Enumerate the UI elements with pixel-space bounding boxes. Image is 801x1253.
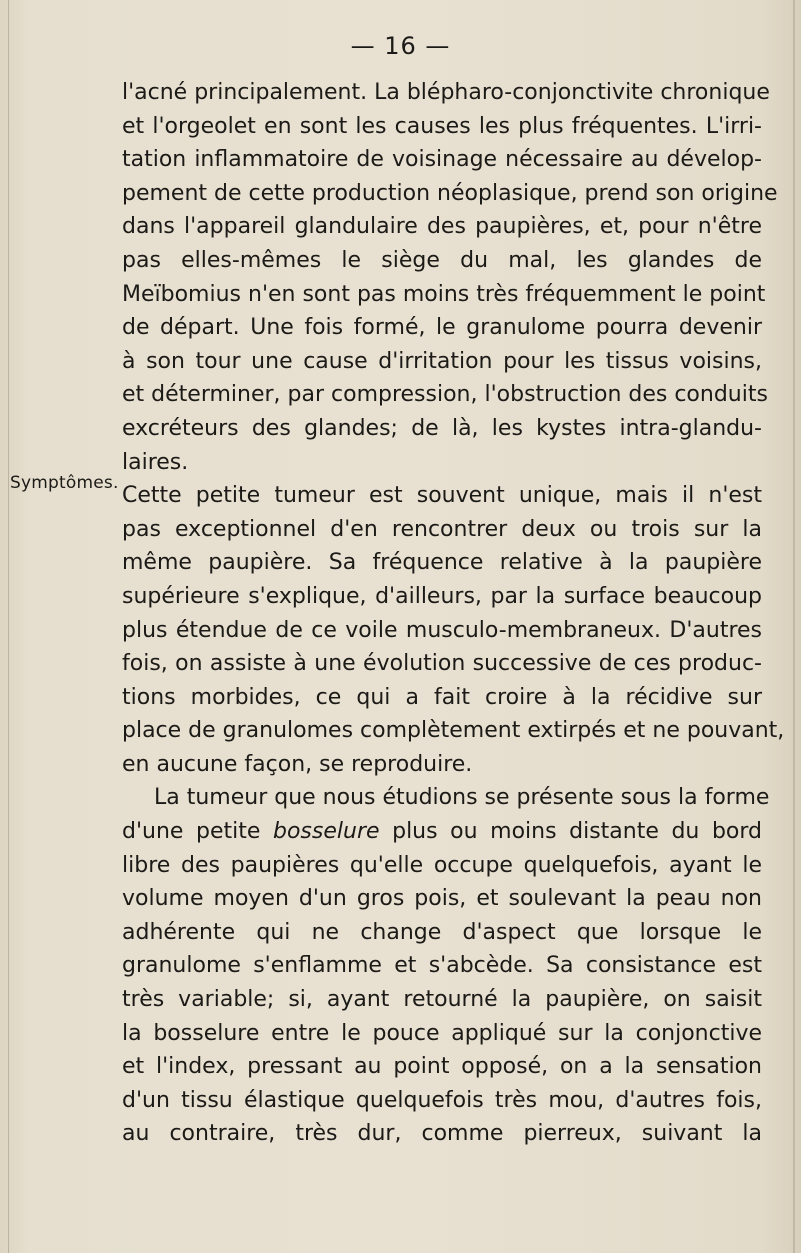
text-line: Cette petite tumeur est souvent unique, mais il n'est [122,483,762,509]
text-line: adhérente qui ne change d'aspect que lorsque le [122,919,762,945]
text-line: la bosselure entre le pouce appliqué sur la conjonctive [122,1020,762,1046]
body-text [122,76,785,1151]
text-line: La tumeur que nous étudions se présente sous la forme [154,785,770,811]
text-line: et l'orgeolet en sont les causes les plus fréquentes. L'irri- [122,113,762,139]
text-line: libre des paupières qu'elle occupe quelquefois, ayant le [122,852,762,878]
text-line: très variable; si, ayant retourné la paupière, on saisit [122,987,762,1013]
text-line: l'acné principalement. La blépharo-conjonctivite chronique [122,80,770,105]
text-line: volume moyen d'un gros pois, et soulevant la peau non [122,886,762,912]
page-right-edge [793,0,795,1253]
text-line: même paupière. Sa fréquence relative à la paupière [122,550,762,576]
text-line: tation inflammatoire de voisinage nécessaire au dévelop- [122,147,762,173]
margin-note-symptomes: Symptômes. [10,473,119,493]
text-line: plus étendue de ce voile musculo-membraneux. D'autres [122,617,762,643]
text-line: tions morbides, ce qui a fait croire à la récidive sur [122,684,762,710]
text-line: laires. [122,449,189,475]
text-line: granulome s'enflamme et s'abcède. Sa consistance est [122,953,762,979]
text-line: supérieure s'explique, d'ailleurs, par la surface beaucoup [122,583,762,609]
text-fragment: d'une petite [122,819,261,845]
text-line: au contraire, très dur, comme pierreux, suivant la [122,1121,762,1147]
text-line: et déterminer, par compression, l'obstruction des conduits [122,382,768,408]
text-line: à son tour une cause d'irritation pour les tissus voisins, [122,348,762,374]
text-line: en aucune façon, se reproduire. [122,751,473,777]
text-line: pement de cette production néoplasique, prend son origine [122,180,778,206]
italic-term-bosselure: bosselure [273,819,380,845]
text-line: excréteurs des glandes; de là, les kystes intra-glandu- [122,415,762,441]
page-left-edge [8,0,9,1253]
text-line-with-italic [122,815,762,849]
text-line: Meïbomius n'en sont pas moins très fréquemment le point [122,281,766,307]
text-line: et l'index, pressant au point opposé, on a la sensation [122,1054,762,1080]
text-line: pas elles-mêmes le siège du mal, les glandes de [122,247,762,273]
text-line: de départ. Une fois formé, le granulome pourra devenir [122,315,762,341]
text-line: d'un tissu élastique quelquefois très mou, d'autres fois, [122,1087,762,1113]
text-line: place de granulomes complètement extirpés et ne pouvant, [122,718,785,744]
page-number: — 16 — [350,32,451,60]
text-line: dans l'appareil glandulaire des paupières, et, pour n'être [122,214,762,240]
text-fragment: plus ou moins distante du bord [392,819,762,845]
text-line: pas exceptionnel d'en rencontrer deux ou trois sur la [122,516,762,542]
text-line: fois, on assiste à une évolution successive de ces produc- [122,651,762,677]
